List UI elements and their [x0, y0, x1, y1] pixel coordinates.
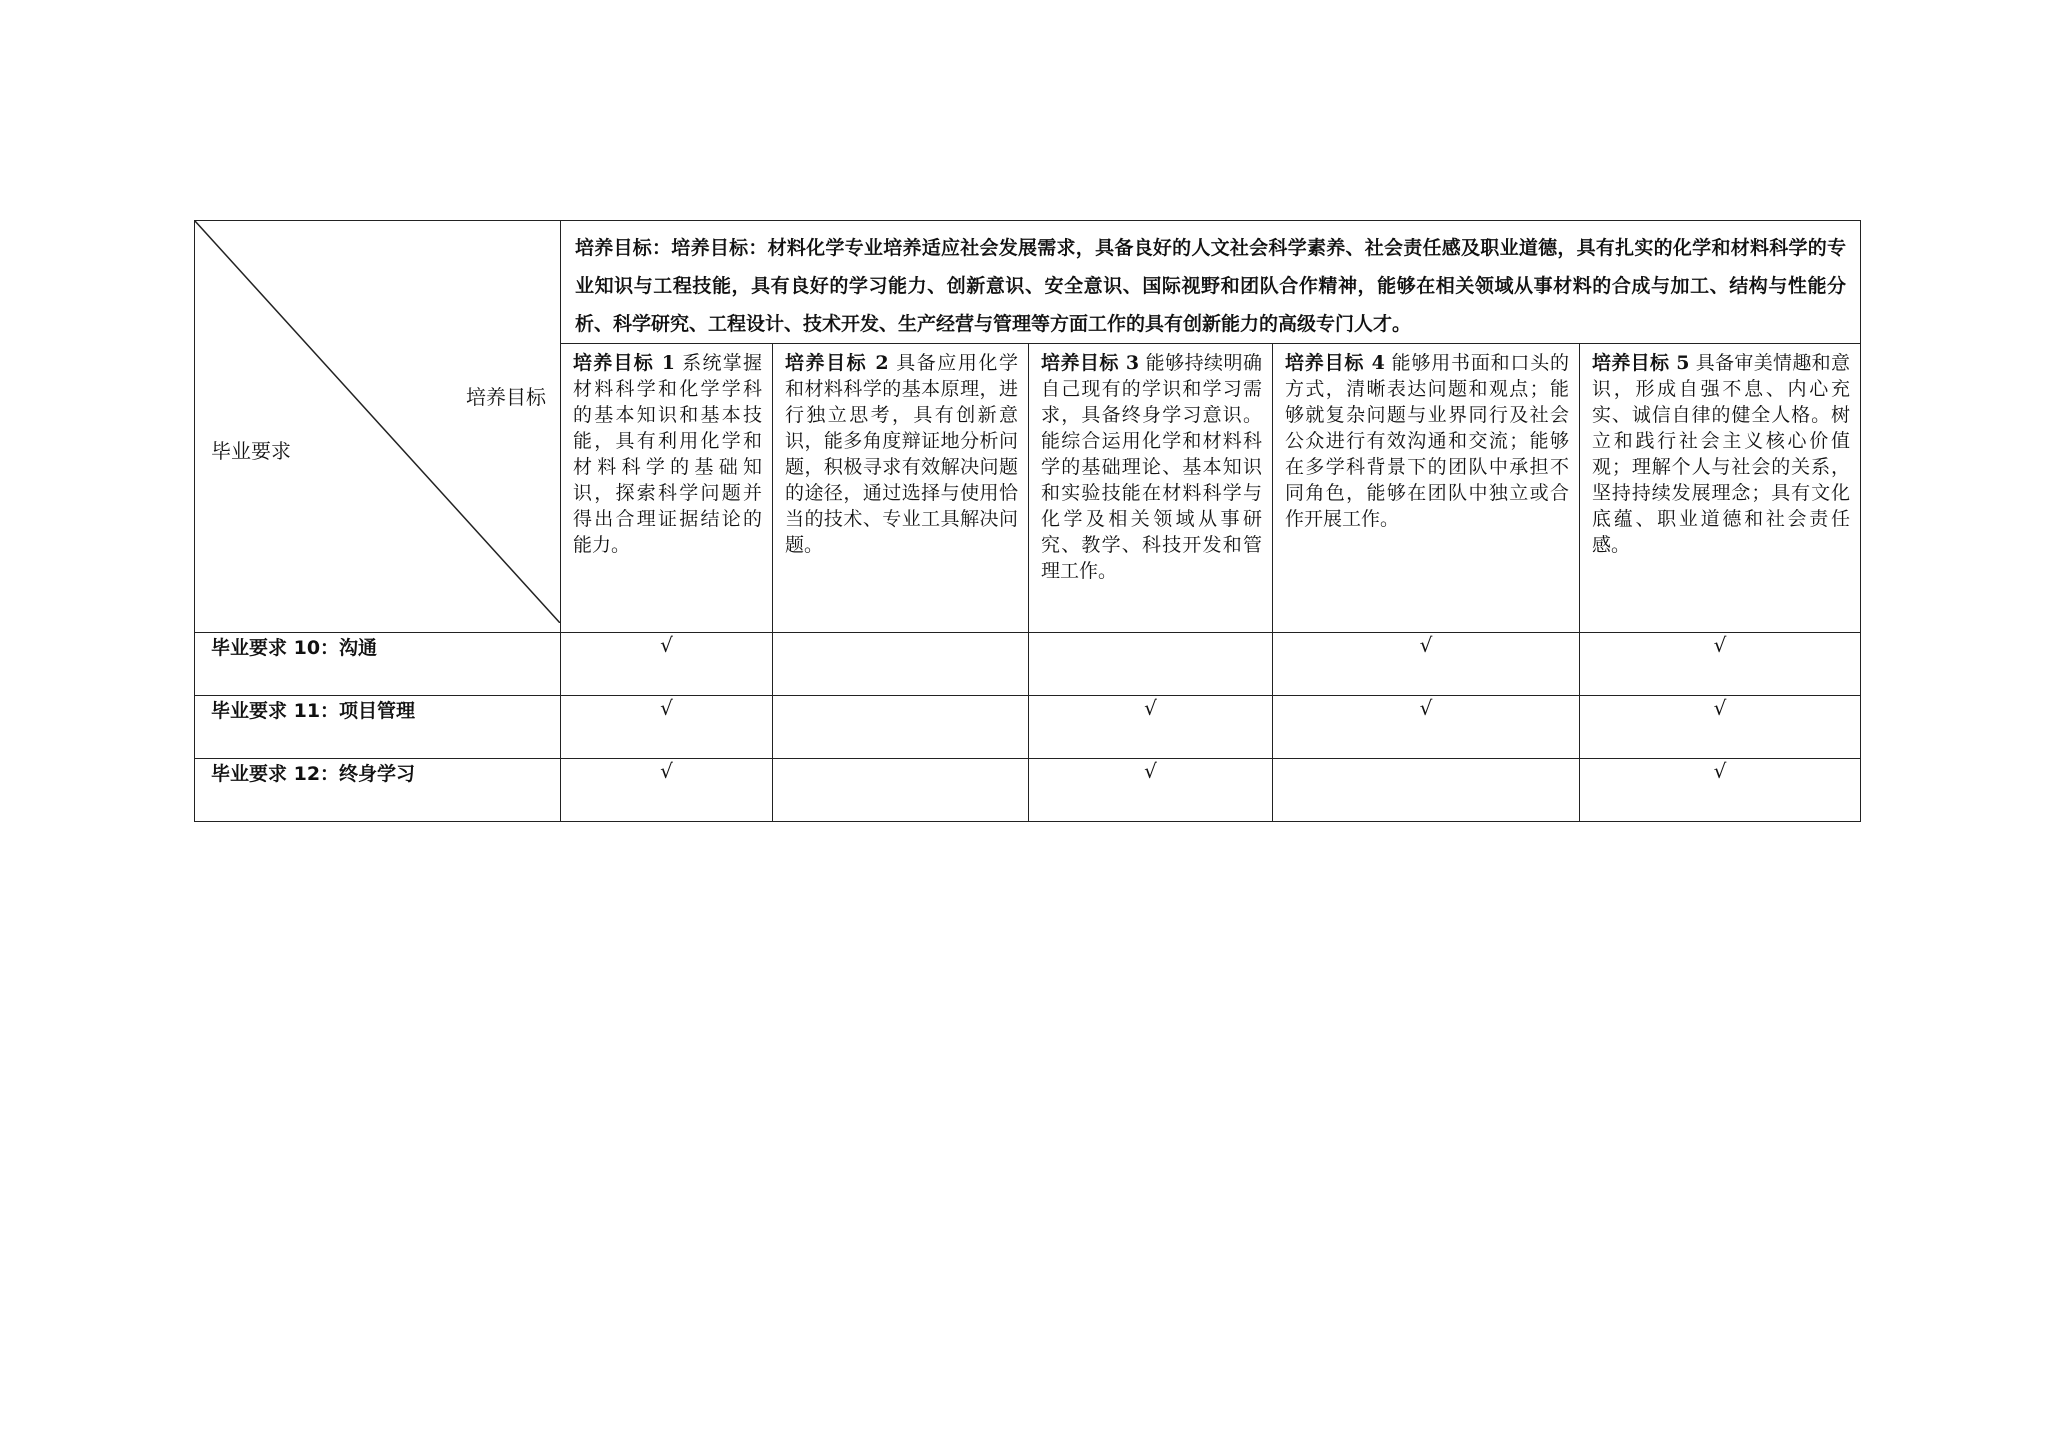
overall-objective-text: 培养目标：培养目标：材料化学专业培养适应社会发展需求，具备良好的人文社会科学素养、社会责任感及职业道德，具有扎实的化学和材料科学的专业知识与工程技能，具有良好的学习能力、创新意识、安全意识、国际视野和团队合作精神，能够在相关领域从事材料的合成与加工、结构与性能分析、科学研究、工程设计、技术开发、生产经营与管理等方面工作的具有创新能力的高级专门人才。: [575, 237, 1847, 335]
objectives-requirements-matrix: [194, 220, 1861, 822]
goal-text-1: 系统掌握材料科学和化学学科的基本知识和基本技能，具有利用化学和材料科学的基础知识，探索科学问题并得出合理证据结论的能力。: [573, 352, 762, 556]
goal-text-2: 具备应用化学和材料科学的基本原理，进行独立思考，具有创新意识，能多角度辩证地分析问题，积极寻求有效解决问题的途径，通过选择与使用恰当的技术、专业工具解决问题。: [785, 352, 1018, 556]
check-cell: [1029, 633, 1273, 696]
check-cell: √: [561, 759, 773, 822]
check-cell: [773, 633, 1029, 696]
goal-title-4: 培养目标 4: [1285, 352, 1385, 374]
corner-header-cell: [195, 221, 561, 633]
corner-header: [195, 221, 560, 623]
requirement-label-11: 毕业要求 11：项目管理: [195, 696, 561, 759]
requirement-label-12: 毕业要求 12：终身学习: [195, 759, 561, 822]
overall-objective-cell: [561, 221, 1861, 344]
goal-text-5: 具备审美情趣和意识，形成自强不息、内心充实、诚信自律的健全人格。树立和践行社会主义核心价值观；理解个人与社会的关系，坚持持续发展理念；具有文化底蕴、职业道德和社会责任感。: [1592, 352, 1851, 556]
goal-text-3: 能够持续明确自己现有的学识和学习需求，具备终身学习意识。能综合运用化学和材料科学的基础理论、基本知识和实验技能在材料科学与化学及相关领域从事研究、教学、科技开发和管理工作。: [1041, 352, 1262, 582]
corner-goal-label: 培养目标: [466, 385, 546, 409]
corner-requirement-label: 毕业要求: [211, 439, 291, 463]
check-cell: √: [561, 696, 773, 759]
check-cell: √: [1273, 633, 1580, 696]
requirement-row-11: [195, 696, 1861, 759]
goal-cell-3: [1029, 344, 1273, 633]
check-cell: √: [1580, 696, 1861, 759]
goal-title-5: 培养目标 5: [1592, 352, 1690, 374]
check-cell: √: [1273, 696, 1580, 759]
goal-title-1: 培养目标 1: [573, 352, 675, 374]
overall-objective-row: [195, 221, 1861, 344]
check-cell: [773, 696, 1029, 759]
goal-cell-5: [1580, 344, 1861, 633]
check-cell: [773, 759, 1029, 822]
goal-text-4: 能够用书面和口头的方式，清晰表达问题和观点；能够就复杂问题与业界同行及社会公众进行有效沟通和交流；能够在多学科背景下的团队中承担不同角色，能够在团队中独立或合作开展工作。: [1285, 352, 1569, 530]
check-cell: √: [1580, 759, 1861, 822]
goal-cell-4: [1273, 344, 1580, 633]
check-cell: √: [1029, 759, 1273, 822]
check-cell: [1273, 759, 1580, 822]
diagonal-divider: [195, 221, 560, 623]
requirement-row-10: [195, 633, 1861, 696]
goal-cell-2: [773, 344, 1029, 633]
requirement-row-12: [195, 759, 1861, 822]
goal-title-2: 培养目标 2: [785, 352, 889, 374]
check-cell: √: [1580, 633, 1861, 696]
check-cell: √: [1029, 696, 1273, 759]
goal-title-3: 培养目标 3: [1041, 352, 1140, 374]
goal-cell-1: [561, 344, 773, 633]
requirement-label-10: 毕业要求 10：沟通: [195, 633, 561, 696]
check-cell: √: [561, 633, 773, 696]
